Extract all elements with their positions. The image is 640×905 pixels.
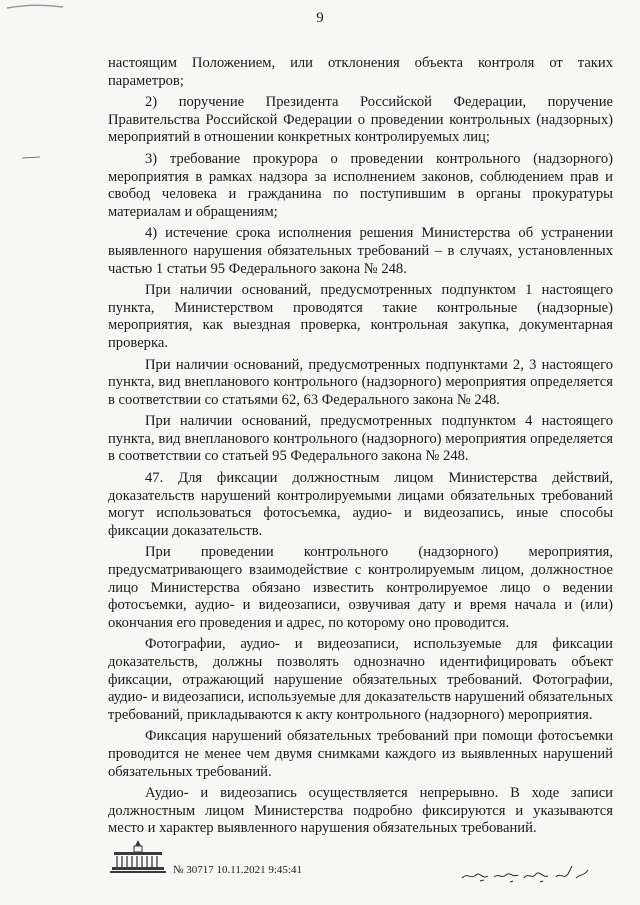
paragraph: 47. Для фиксации должностным лицом Министерства действий, доказательств нарушений контролируемыми лицами обязательных требований могут использоваться фотосъемка, аудио- и видеозапись, иные способы фиксации доказательств. — [108, 470, 613, 539]
paragraph: При наличии оснований, предусмотренных подпунктами 2, 3 настоящего пункта, вид внепланового контрольного (надзорного) мероприятия определяется в соответствии со статьями 62, 63 Федерального закона № 248. — [108, 356, 613, 408]
scan-mark-icon — [5, 2, 65, 12]
document-id-stamp: № 30717 10.11.2021 9:45:41 — [173, 864, 302, 876]
paragraph: При проведении контрольного (надзорного) мероприятия, предусматривающего взаимодействие с контролируемым лицом, должностное лицо Министерства обязано известить контролируемое лицо о ведении фотосъемки, аудио- и видеозаписи, озвучивая дату и время начала и (или) окончания его проведения и адрес, по которому оно проводится. — [108, 544, 613, 631]
paragraph: Фотографии, аудио- и видеозаписи, используемые для фиксации доказательств, должны позволять однозначно идентифицировать объект фиксации, отражающий нарушение обязательных требований. Фотографии, аудио- и видеозаписи, используемые для доказательств нарушений обязательных требований, прикладываются к акту контрольного (надзорного) мероприятия. — [108, 636, 613, 723]
paragraph: Аудио- и видеозапись осуществляется непрерывно. В ходе записи должностным лицом Министерства подробно фиксируются и указываются место и характер выявленного нарушения обязательных требований. — [108, 785, 613, 837]
paragraph: 4) истечение срока исполнения решения Министерства об устранении выявленного нарушения обязательных требований – в случаях, установленных частью 1 статьи 95 Федерального закона № 248. — [108, 225, 613, 277]
scan-mark-icon — [20, 152, 44, 162]
paragraph: 2) поручение Президента Российской Федерации, поручение Правительства Российской Федерации о проведении контрольных (надзорных) мероприятий в отношении конкретных контролируемых лиц; — [108, 94, 613, 146]
paragraph: Фиксация нарушений обязательных требований при помощи фотосъемки проводится не менее чем двумя снимками каждого из выявленных нарушений обязательных требований. — [108, 728, 613, 780]
government-building-stamp-icon — [108, 838, 168, 876]
paragraph: настоящим Положением, или отклонения объекта контроля от таких параметров; — [108, 55, 613, 89]
page-footer — [108, 838, 613, 888]
handwritten-signature-icon — [460, 858, 590, 886]
paragraph: При наличии оснований, предусмотренных подпунктом 1 настоящего пункта, Министерством проводятся такие контрольные (надзорные) мероприятия, как выездная проверка, контрольная закупка, документарная проверка. — [108, 282, 613, 351]
page-number: 9 — [316, 10, 324, 26]
paragraph: 3) требование прокурора о проведении контрольного (надзорного) мероприятия в рамках надзора за исполнением законов, соблюдением прав и свобод человека и гражданина по поступившим в органы прокуратуры материалам и обращениям; — [108, 150, 613, 220]
body-text — [108, 55, 613, 842]
paragraph: При наличии оснований, предусмотренных подпунктом 4 настоящего пункта, вид внепланового контрольного (надзорного) мероприятия определяется в соответствии со статьей 95 Федерального закона № 248. — [108, 413, 613, 465]
